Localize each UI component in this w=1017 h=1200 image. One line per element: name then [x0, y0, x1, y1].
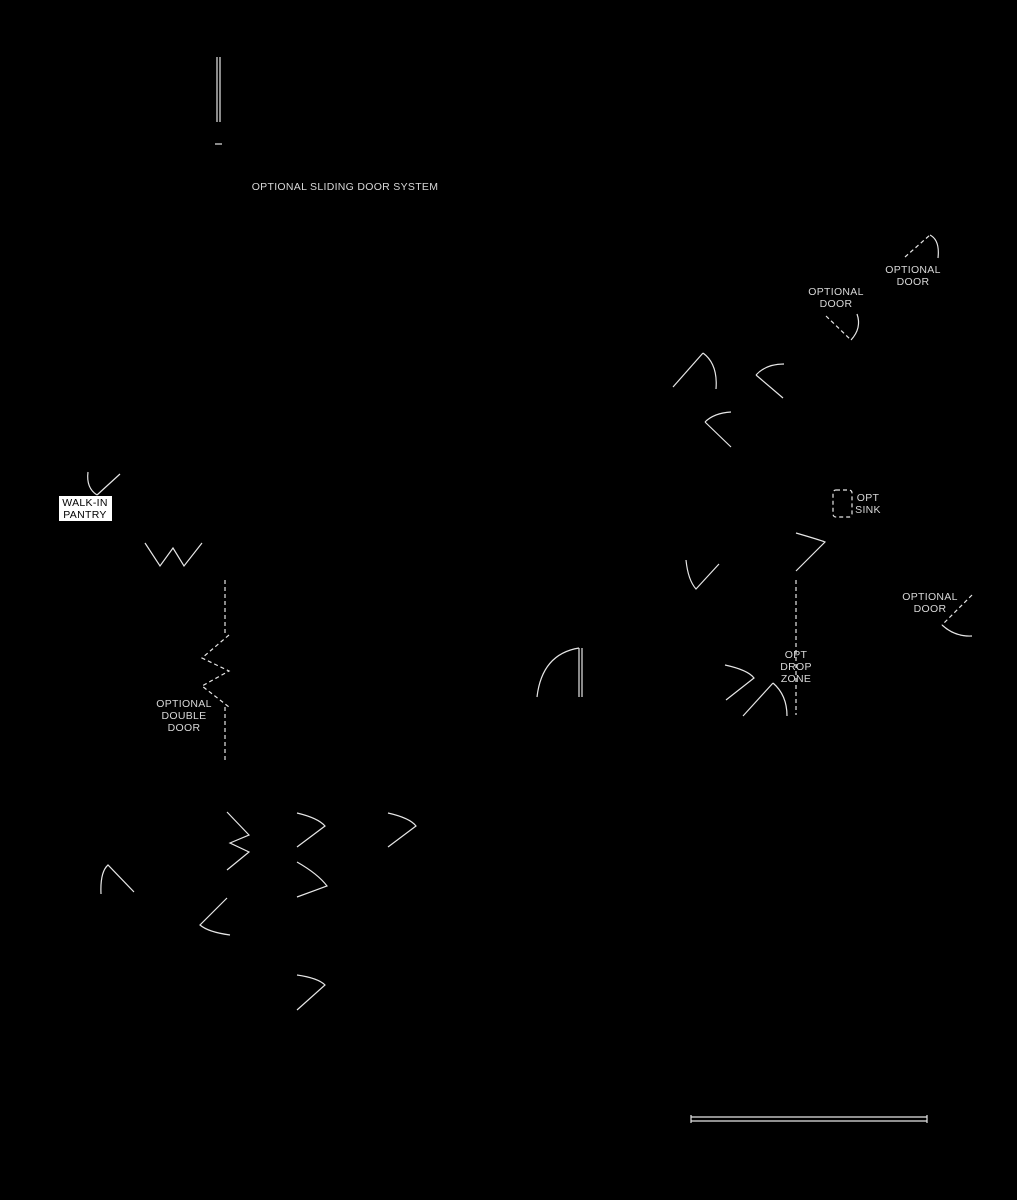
sliding-door-label: OPTIONAL SLIDING DOOR SYSTEM [251, 181, 439, 193]
door-swing [101, 865, 134, 894]
walk-in-pantry-label-line1: WALK-IN [62, 497, 108, 509]
opt-drop-zone-label-line2: DROP [780, 661, 812, 673]
door-swing [725, 665, 754, 700]
pantry-door [88, 472, 120, 495]
optional-door-mid-right-label-line2: DOOR [819, 298, 853, 310]
opt-sink-label-line2: SINK [855, 504, 881, 516]
door-swing [200, 898, 230, 935]
optional-door-mid-right-label-line1: OPTIONAL [808, 286, 864, 298]
optional-door-top-right-label-line2: DOOR [896, 276, 930, 288]
walk-in-pantry-label-line2: PANTRY [63, 509, 107, 521]
door-swing [388, 813, 416, 847]
optional-double-door-label-line2: DOUBLE [161, 710, 207, 722]
door-swing [686, 560, 719, 589]
optional-door-top-right [905, 235, 938, 258]
optional-double-door-label-line1: OPTIONAL [156, 698, 212, 710]
door-swing [297, 813, 325, 847]
door-swing [673, 353, 716, 389]
sliding-door-system [215, 57, 222, 144]
opt-sink-label-line1: OPT [856, 492, 880, 504]
door-swing [297, 862, 327, 897]
door-swing [756, 364, 784, 398]
bottom-wall-segment [691, 1115, 927, 1123]
double-door-swing [145, 543, 202, 566]
opt-drop-zone-label-line3: ZONE [780, 673, 812, 685]
optional-double-door [202, 580, 229, 762]
optional-door-mid-right [826, 314, 859, 340]
optional-door-top-right-label-line1: OPTIONAL [885, 264, 941, 276]
door-swing [297, 975, 325, 1010]
opt-drop-zone-label-line1: OPT [784, 649, 808, 661]
door-swing [743, 683, 787, 716]
door-swing [705, 412, 731, 447]
door-swing [537, 648, 582, 697]
opt-sink [833, 490, 852, 517]
optional-door-right-label-line1: OPTIONAL [902, 591, 958, 603]
optional-door-right-label-line2: DOOR [913, 603, 947, 615]
optional-double-door-label-line3: DOOR [167, 722, 201, 734]
door-swing [796, 533, 825, 571]
double-door-swing [227, 812, 249, 870]
